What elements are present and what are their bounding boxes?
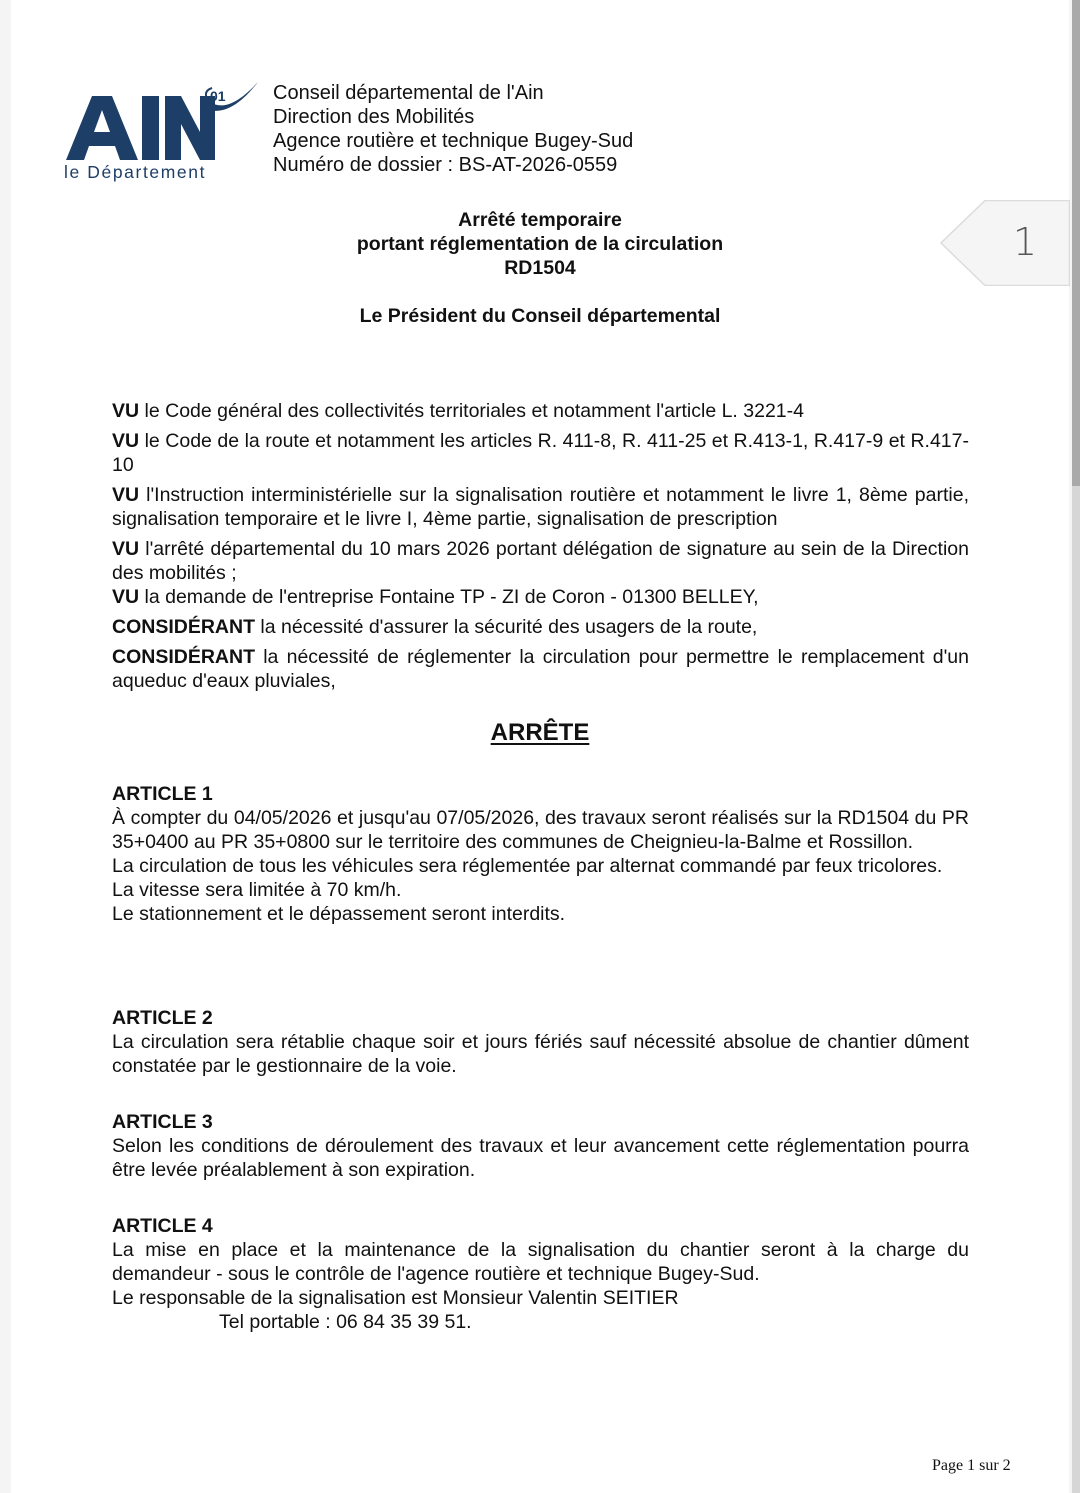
article-title: ARTICLE 2 <box>112 1007 213 1029</box>
president-heading: Le Président du Conseil départemental <box>359 305 721 327</box>
arrete-heading: ARRÊTE <box>490 719 590 746</box>
document-title <box>0 208 1080 280</box>
article-paragraph: À compter du 04/05/2026 et jusqu'au 07/05/2026, des travaux seront réalisés sur la RD1504 du PR 35+0400 au PR 35+0800 sur le territoire des communes de Cheignieu-la-Balme et Rossillon. <box>112 807 969 853</box>
article-paragraph: La mise en place et la maintenance de la signalisation du chantier seront à la charge du demandeur - sous le contrôle de l'agence routière et technique Bugey-Sud. <box>112 1239 969 1285</box>
consideration-text: le Code de la route et notamment les articles R. 411-8, R. 411-25 et R.413-1, R.417-9 et R.417-10 <box>112 430 969 476</box>
consideration-keyword: CONSIDÉRANT <box>112 646 256 668</box>
article-paragraph: Le stationnement et le dépassement seront interdits. <box>112 903 566 925</box>
article-4 <box>112 1214 969 1334</box>
article-title: ARTICLE 1 <box>112 783 213 805</box>
consideration-text: l'arrêté départemental du 10 mars 2026 portant délégation de signature au sein de la Direction des mobilités ; <box>112 538 969 584</box>
ain-logo-icon <box>62 80 262 164</box>
page-number-indicator[interactable] <box>940 200 1070 286</box>
article-title: ARTICLE 4 <box>112 1215 213 1237</box>
article-title: ARTICLE 3 <box>112 1111 213 1133</box>
considerations-section <box>112 399 969 693</box>
page-footer: Page 1 sur 2 <box>932 1457 1011 1474</box>
title-line-2: portant réglementation de la circulation <box>356 233 724 255</box>
consideration-text: la nécessité d'assurer la sécurité des usagers de la route, <box>255 616 758 638</box>
header-council: Conseil départemental de l'Ain <box>273 82 544 104</box>
header-agency: Agence routière et technique Bugey-Sud <box>273 130 634 152</box>
title-line-3: RD1504 <box>504 257 576 279</box>
article-3 <box>112 1110 969 1182</box>
article-paragraph: La circulation de tous les véhicules sera réglementée par alternat commandé par feux tricolores. <box>112 855 943 877</box>
consideration-keyword: CONSIDÉRANT <box>112 616 256 638</box>
consideration-item <box>112 429 969 477</box>
header-info <box>273 81 633 177</box>
consideration-keyword: VU <box>112 538 140 560</box>
article-paragraph: Selon les conditions de déroulement des travaux et leur avancement cette réglementation pourra être levée préalablement à son expiration. <box>112 1135 969 1181</box>
consideration-item <box>112 585 969 609</box>
title-line-1: Arrêté temporaire <box>458 209 622 231</box>
article-paragraph: La circulation sera rétablie chaque soir et jours fériés sauf nécessité absolue de chantier dûment constatée par le gestionnaire de la voie. <box>112 1031 969 1077</box>
page-tab-number: 1 <box>1012 220 1038 264</box>
logo-subtitle: le Département <box>64 162 207 182</box>
vertical-scrollbar[interactable] <box>1072 0 1080 1493</box>
scrollbar-thumb[interactable] <box>1072 0 1080 486</box>
consideration-item <box>112 615 969 639</box>
logo-badge: 01 <box>210 88 226 104</box>
consideration-keyword: VU <box>112 484 140 506</box>
article-1 <box>112 782 969 926</box>
ain-departement-logo <box>62 80 262 184</box>
consideration-text: la nécessité de réglementer la circulation pour permettre le remplacement d'un aqueduc d'eaux pluviales, <box>112 646 969 692</box>
consideration-text: l'Instruction interministérielle sur la signalisation routière et notamment le livre 1, 8ème partie, signalisation temporaire et le livre I, 4ème partie, signalisation de prescription <box>112 484 969 530</box>
consideration-item <box>112 645 969 693</box>
header-direction: Direction des Mobilités <box>273 106 475 128</box>
consideration-keyword: VU <box>112 586 140 608</box>
article-2 <box>112 1006 969 1078</box>
consideration-keyword: VU <box>112 430 140 452</box>
header-dossier-number: Numéro de dossier : BS-AT-2026-0559 <box>273 154 618 176</box>
consideration-item <box>112 399 969 423</box>
phone-number: Tel portable : 06 84 35 39 51. <box>219 1311 472 1333</box>
consideration-item <box>112 483 969 531</box>
article-paragraph: La vitesse sera limitée à 70 km/h. <box>112 879 402 901</box>
consideration-keyword: VU <box>112 400 140 422</box>
consideration-text: la demande de l'entreprise Fontaine TP - ZI de Coron - 01300 BELLEY, <box>139 586 759 608</box>
consideration-item <box>112 537 969 585</box>
article-paragraph: Le responsable de la signalisation est Monsieur Valentin SEITIER <box>112 1287 679 1309</box>
consideration-text: le Code général des collectivités territoriales et notamment l'article L. 3221-4 <box>139 400 804 422</box>
